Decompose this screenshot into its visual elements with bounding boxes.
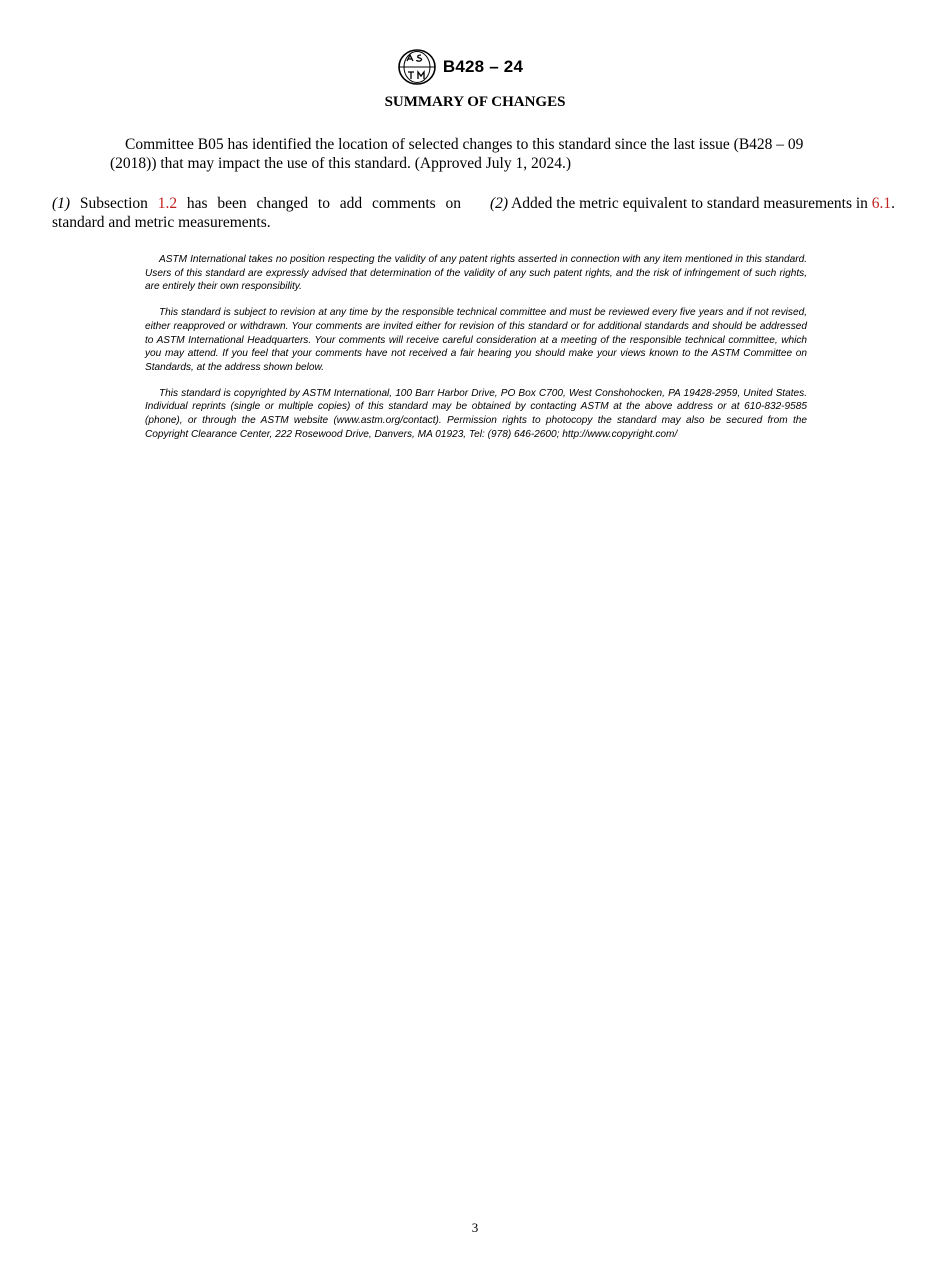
- copyright-notice: This standard is copyrighted by ASTM International, 100 Barr Harbor Drive, PO Box C700, West Conshohocken, PA 19428-2959, United States. Individual reprints (single or multiple copies) of this standard may be obtained by contacting ASTM at the above address or at 610-832-9585 (phone), or through the ASTM website (www.astm.org/contact). Permission rights to photocopy the standard may also be secured from the Copyright Clearance Center, 222 Rosewood Drive, Danvers, MA 01923, Tel: (978) 646-2600; http://www.copyright.com/: [145, 387, 807, 440]
- section-reference-link[interactable]: 1.2: [157, 195, 178, 212]
- change-item-1: [52, 194, 461, 232]
- change-text-before: Added the metric equivalent to standard measurements in: [508, 195, 872, 212]
- summary-intro: Committee B05 has identified the location of selected changes to this standard since the last issue (B428 – 09 (2018)) that may impact the use of this standard. (Approved July 1, 2024.): [110, 136, 804, 172]
- page-number: 3: [471, 1220, 479, 1235]
- astm-logo-icon: [397, 48, 437, 86]
- change-text-after: has been changed to add comments on standard and metric measurements.: [52, 195, 461, 231]
- change-item-2: [490, 194, 899, 232]
- change-number: (1): [52, 195, 71, 212]
- change-text-after: .: [891, 195, 896, 212]
- patent-notice: ASTM International takes no position respecting the validity of any patent rights asserted in connection with any item mentioned in this standard. Users of this standard are expressly advised that determination of the validity of any such patent rights, and the risk of infringement of such rights, are entirely their own responsibility.: [145, 254, 807, 293]
- legal-notices: [145, 253, 807, 453]
- document-header: [0, 48, 950, 86]
- section-reference-link[interactable]: 6.1: [871, 195, 892, 212]
- change-text-before: Subsection: [70, 195, 158, 212]
- change-number: (2): [490, 195, 509, 212]
- document-code: B428 – 24: [442, 57, 524, 76]
- changes-list: [52, 194, 899, 232]
- summary-title: SUMMARY OF CHANGES: [384, 94, 566, 110]
- revision-notice: This standard is subject to revision at any time by the responsible technical committee and must be reviewed every five years and if not revised, either reapproved or withdrawn. Your comments are invited either for revision of this standard or for additional standards and should be addressed to ASTM International Headquarters. Your comments will receive careful consideration at a meeting of the responsible technical committee, which you may attend. If you feel that your comments have not received a fair hearing you should make your views known to the ASTM Committee on Standards, at the address shown below.: [145, 307, 807, 373]
